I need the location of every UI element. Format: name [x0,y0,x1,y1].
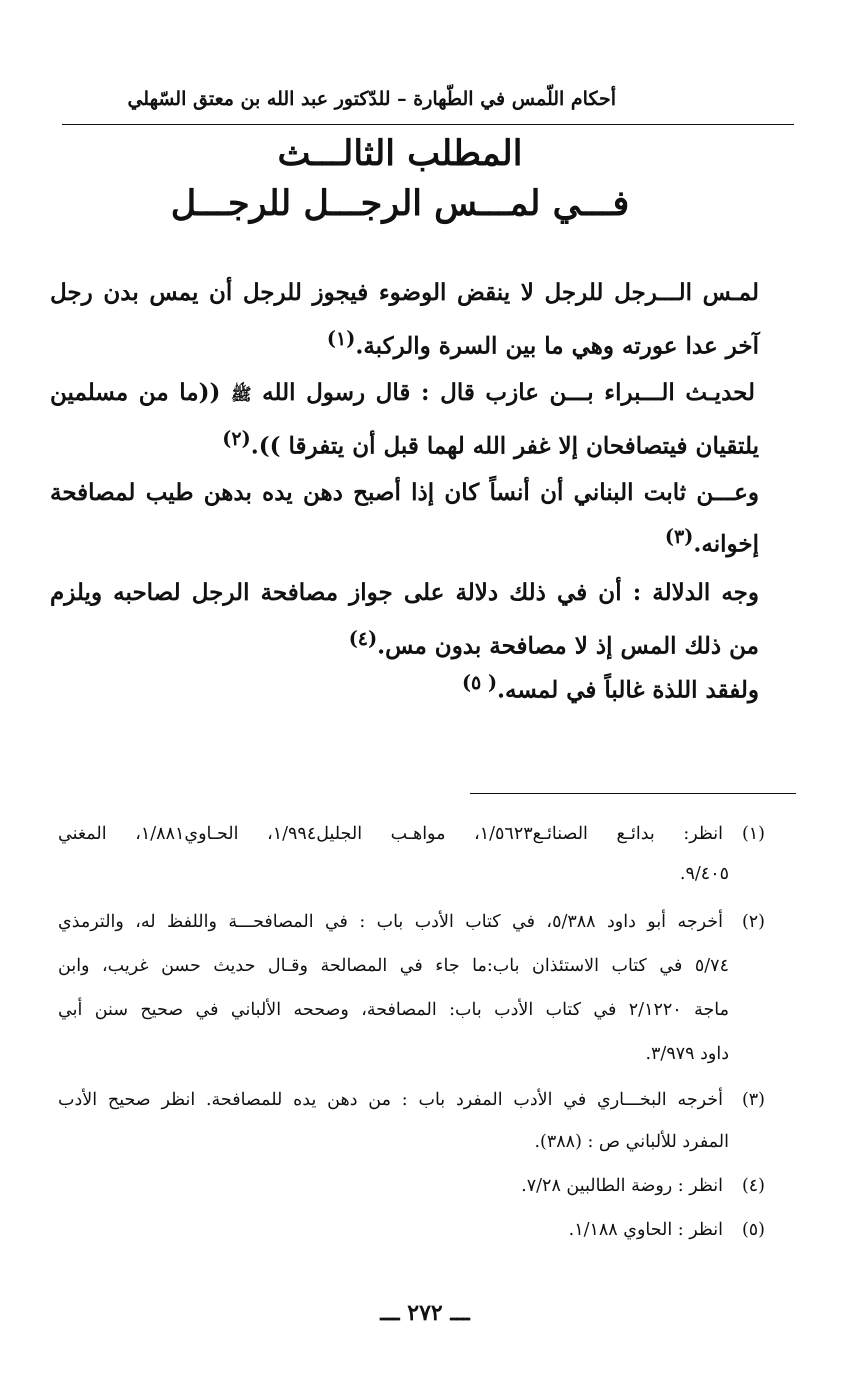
paragraph-2-text-c: يلتقيان فيتصافحان إلا غفر الله لهما قبل أن يتفرقا )). [250,432,759,460]
paragraph-1-line-1: لمـس الـــرجل للرجل لا ينقض الوضوء فيجوز للرجل أن يمس بدن رجل [50,279,759,306]
paragraph-4-line-2 [349,620,759,666]
paragraph-2-text-a: لحديـث الـــبراء بـــن عازب قال : قال رسول الله [262,379,755,406]
footnote-1-line-1 [58,816,765,852]
footnote-2-line-1 [58,904,765,940]
footnote-5-line-1 [569,1212,765,1248]
paragraph-1-text: آخر عدا عورته وهي ما بين السرة والركبة. [355,332,759,360]
footnote-1-line-2: ٩/٤٠٥. [679,864,729,884]
footnote-2-number: (٢) [741,912,765,932]
paragraph-2-line-1 [50,374,755,414]
page-number: ـــ ٢٧٢ ـــ [380,1300,470,1326]
footnote-2-text: أخرجه أبو داود ٥/٣٨٨، في كتاب الأدب باب : في المصافحـــة واللفظ له، والترمذي [58,912,723,932]
footnote-1-number: (١) [741,824,765,844]
footnote-4-text: انظر : روضة الطالبين ٧/٢٨. [521,1176,723,1196]
running-header: أحكام اللّمس في الطّهارة – للدّكتور عبد الله بن معتق السّهلي [127,88,616,110]
footnote-ref-2: (٢) [222,427,251,450]
paragraph-3-line-2 [665,518,759,564]
footnote-3-line-2: المفرد للألباني ص : (٣٨٨). [534,1132,729,1152]
paragraph-1-line-2 [327,320,759,366]
footnote-divider [470,793,796,794]
salutation-glyph: ﷺ [230,385,252,405]
paragraph-5-text: ولفقد اللذة غالباً في لمسه. [497,676,759,704]
footnote-4-number: (٤) [741,1176,765,1196]
paragraph-3-line-1: وعـــن ثابت البناني أن أنساً كان إذا أصبح دهن يده بدهن طيب لمصافحة [50,479,759,506]
footnote-2-line-4: داود ٣/٩٧٩. [645,1044,729,1064]
footnote-ref-4: (٤) [348,627,378,650]
footnote-ref-3: (٣) [664,525,694,548]
paragraph-2-text-b: ((ما من مسلمين [50,379,221,406]
paragraph-2-line-2 [222,420,759,466]
footnote-5-text: انظر : الحاوي ١/١٨٨. [568,1220,723,1240]
footnote-3-line-1 [58,1082,765,1118]
paragraph-4-line-1: وجه الدلالة : أن في ذلك دلالة على جواز مصافحة الرجل لصاحبه ويلزم [50,579,759,606]
footnote-5-number: (٥) [741,1220,765,1240]
footnote-3-text: أخرجه البخـــاري في الأدب المفرد باب : من دهن يده للمصافحة. انظر صحيح الأدب [58,1090,723,1110]
section-subtitle: فـــي لمـــس الرجـــل للرجـــل [170,183,630,224]
footnote-3-number: (٣) [741,1090,765,1110]
footnote-4-line-1 [521,1168,765,1204]
paragraph-4-text: من ذلك المس إذ لا مصافحة بدون مس. [377,632,759,660]
footnote-ref-1: (١) [326,327,356,350]
section-title: المطلب الثالـــث [277,133,523,174]
footnote-ref-5: ( ٥) [461,671,498,694]
footnote-2-line-3: ماجة ٢/١٢٢٠ في كتاب الأدب باب: المصافحة، وصححه الألباني في صحيح سنن أبي [58,1000,729,1020]
header-divider [62,124,794,125]
footnote-2-line-2: ٥/٧٤ في كتاب الاستئذان باب:ما جاء في المصالحة وقـال حديث حسن غريب، وابن [58,956,729,976]
footnote-1-text: انظر: بدائـع الصنائـع١/٥٦٢٣، مواهـب الجليل١/٩٩٤، الحـاوي١/٨٨١، المغني [58,824,723,844]
paragraph-5-line-1 [462,664,759,710]
paragraph-3-text: إخوانه. [693,530,759,558]
